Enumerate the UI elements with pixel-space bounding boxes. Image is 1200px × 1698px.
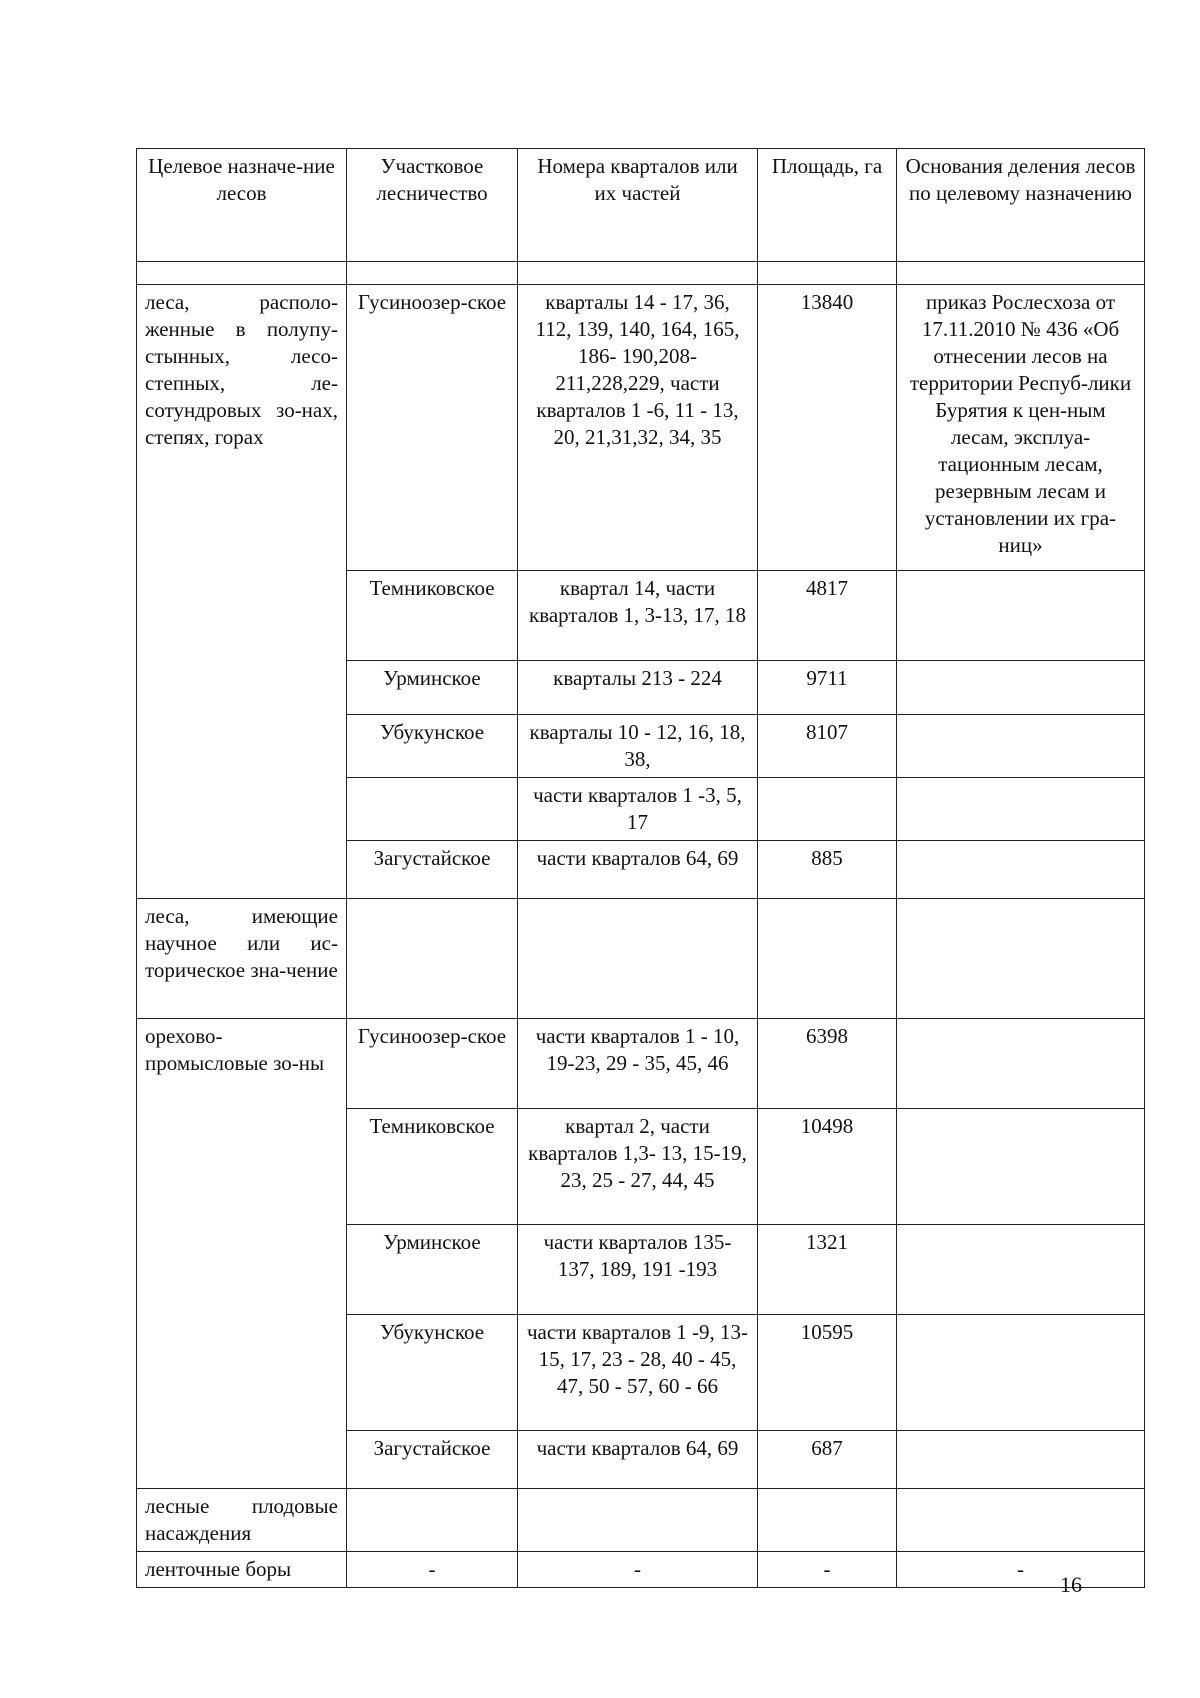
basis-cell <box>897 1315 1145 1431</box>
area-cell: 9711 <box>758 661 897 715</box>
quarters-cell: кварталы 10 - 12, 16, 18, 38, <box>518 715 758 778</box>
basis-cell: приказ Рослесхоза от 17.11.2010 № 436 «Об отнесении лесов на территории Респуб-лики Бурятия к цен-ным лесам, эксплуа-тационным лесам, резервным лесам и установлении их гра-ниц» <box>897 285 1145 571</box>
header-forestry: Участковое лесничество <box>347 149 518 262</box>
forestry-cell: Загустайское <box>347 1431 518 1489</box>
area-cell: 687 <box>758 1431 897 1489</box>
quarters-cell: квартал 2, части кварталов 1,3- 13, 15-19, 23, 25 - 27, 44, 45 <box>518 1109 758 1225</box>
header-purpose: Целевое назначе-ние лесов <box>137 149 347 262</box>
basis-cell <box>897 571 1145 661</box>
area-cell: 6398 <box>758 1019 897 1109</box>
forestry-cell: Гусиноозер-ское <box>347 285 518 571</box>
basis-cell <box>897 661 1145 715</box>
table-row <box>137 899 1145 1019</box>
category-cell: леса, располо-женные в полупу-стынных, лесо-степных, ле-сотундровых зо-нах, степях, горах <box>137 285 347 899</box>
forestry-cell: Загустайское <box>347 841 518 899</box>
table-row <box>137 285 1145 571</box>
area-cell: 8107 <box>758 715 897 778</box>
category-cell: ленточные боры <box>137 1552 347 1588</box>
dash-cell: - <box>347 1552 518 1588</box>
dash-cell: - <box>897 1552 1145 1588</box>
forest-designation-table <box>136 148 1145 1588</box>
basis-cell <box>897 715 1145 778</box>
table-spacer-row <box>137 262 1145 285</box>
table-row <box>137 1489 1145 1552</box>
forestry-cell: Убукунское <box>347 715 518 778</box>
forestry-cell <box>347 778 518 841</box>
basis-cell <box>897 1225 1145 1315</box>
quarters-cell: части кварталов 1 - 10, 19-23, 29 - 35, 45, 46 <box>518 1019 758 1109</box>
basis-cell <box>897 1431 1145 1489</box>
forestry-cell: Урминское <box>347 1225 518 1315</box>
category-cell: лесные плодовые насаждения <box>137 1489 347 1552</box>
area-cell: 1321 <box>758 1225 897 1315</box>
forestry-cell: Темниковское <box>347 1109 518 1225</box>
area-cell: 885 <box>758 841 897 899</box>
area-cell: 13840 <box>758 285 897 571</box>
quarters-cell: части кварталов 1 -9, 13-15, 17, 23 - 28, 40 - 45, 47, 50 - 57, 60 - 66 <box>518 1315 758 1431</box>
basis-cell <box>897 778 1145 841</box>
forestry-cell: Темниковское <box>347 571 518 661</box>
header-basis: Основания деления лесов по целевому назначению <box>897 149 1145 262</box>
category-cell: орехово-промысловые зо-ны <box>137 1019 347 1489</box>
forestry-cell: Урминское <box>347 661 518 715</box>
basis-cell <box>897 1019 1145 1109</box>
area-cell: 10595 <box>758 1315 897 1431</box>
table-row <box>137 1552 1145 1588</box>
quarters-cell: части кварталов 64, 69 <box>518 841 758 899</box>
quarters-cell: кварталы 213 - 224 <box>518 661 758 715</box>
category-cell: леса, имеющие научное или ис-торическое зна-чение <box>137 899 347 1019</box>
dash-cell: - <box>518 1552 758 1588</box>
quarters-cell: части кварталов 64, 69 <box>518 1431 758 1489</box>
dash-cell: - <box>758 1552 897 1588</box>
quarters-cell: кварталы 14 - 17, 36, 112, 139, 140, 164, 165, 186- 190,208-211,228,229, части кварталов 1 -6, 11 - 13, 20, 21,31,32, 34, 35 <box>518 285 758 571</box>
forestry-cell: Убукунское <box>347 1315 518 1431</box>
forestry-cell: Гусиноозер-ское <box>347 1019 518 1109</box>
table-row <box>137 1019 1145 1109</box>
quarters-cell: квартал 14, части кварталов 1, 3-13, 17, 18 <box>518 571 758 661</box>
header-area: Площадь, га <box>758 149 897 262</box>
basis-cell <box>897 841 1145 899</box>
quarters-cell: части кварталов 1 -3, 5, 17 <box>518 778 758 841</box>
table-header-row <box>137 149 1145 262</box>
quarters-cell: части кварталов 135-137, 189, 191 -193 <box>518 1225 758 1315</box>
area-cell: 10498 <box>758 1109 897 1225</box>
area-cell <box>758 778 897 841</box>
area-cell: 4817 <box>758 571 897 661</box>
header-quarters: Номера кварталов или их частей <box>518 149 758 262</box>
page-number: 16 <box>1060 1572 1082 1597</box>
basis-cell <box>897 1109 1145 1225</box>
